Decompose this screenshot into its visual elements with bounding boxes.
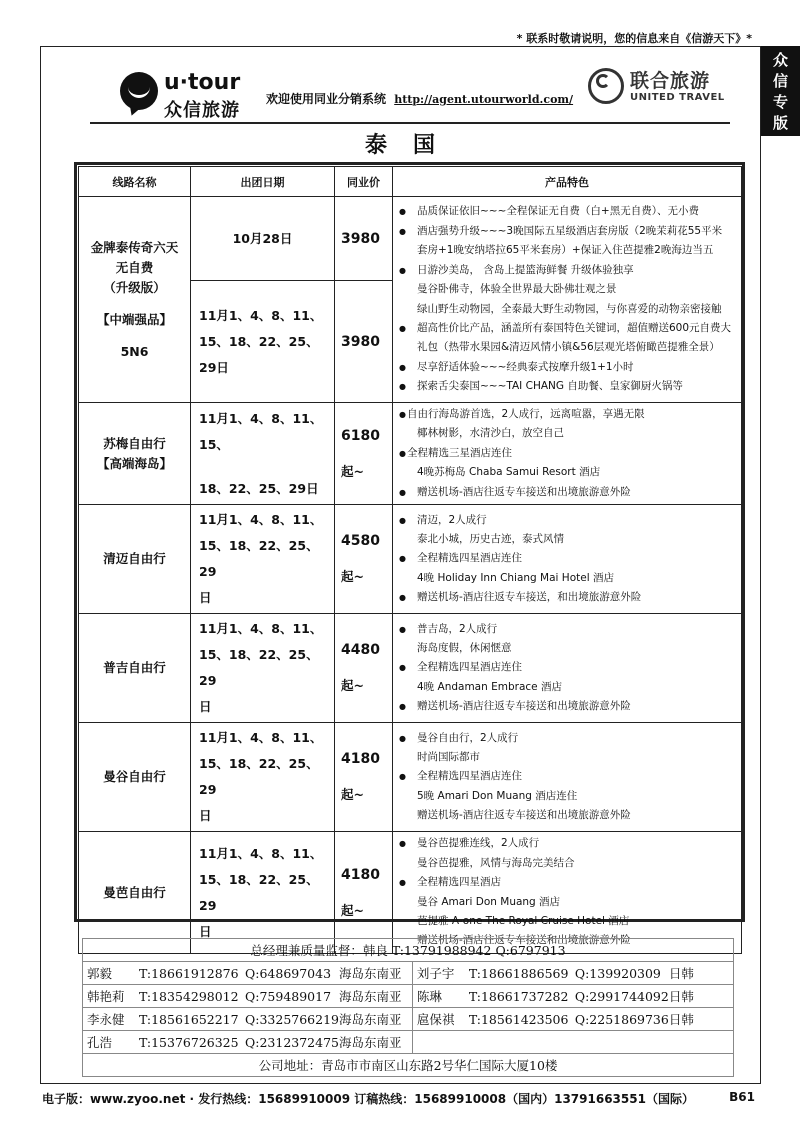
feature-line: 海岛度假，休闲惬意 [417, 641, 512, 654]
price-suffix: 起~ [341, 569, 364, 585]
departure-date-line: 日 [199, 923, 212, 939]
table-row [79, 614, 742, 723]
contact-row [83, 962, 734, 985]
feature-line: 时尚国际都市 [417, 750, 480, 763]
contact-name: 孔浩 [87, 1035, 113, 1050]
table-row [79, 197, 742, 281]
contact-phone: T:18661886569 [468, 966, 569, 981]
contact-row [83, 985, 734, 1008]
route-name-line: （升级版） [103, 279, 166, 295]
feature-line: 椰林树影，水清沙白，放空自己 [417, 427, 564, 440]
feature-line: ● 全程精选四星酒店连住 [399, 549, 737, 568]
contact-name: 扈保祺 [416, 1012, 455, 1027]
price-suffix: 起~ [341, 902, 364, 918]
contact-region: 日韩 [668, 966, 694, 981]
feature-line: 5晚 Amari Don Muang 酒店连住 [417, 789, 578, 802]
price-value: 4180 [341, 866, 380, 883]
price-suffix: 起~ [341, 678, 364, 694]
route-table [78, 166, 742, 954]
contact-qq: Q:2312372475 [245, 1035, 339, 1050]
departure-date-line: 11月1、4、8、11、 [199, 845, 323, 861]
departure-date-line: 15、18、22、25、29 [199, 538, 319, 580]
price-value: 6180 [341, 427, 380, 444]
departure-date-line: 18、22、25、29日 [199, 480, 319, 496]
feature-line: 绿山野生动物园，全泰最大野生动物园，与你喜爱的动物亲密接触 [417, 302, 722, 315]
contact-phone: T:15376726325 [139, 1035, 239, 1050]
contact-phone: T:18561652217 [139, 1012, 239, 1027]
features-cell [393, 505, 742, 614]
feature-line: ● 普吉岛，2人成行 [399, 620, 737, 639]
table-row [79, 505, 742, 614]
route-name-line: 普吉自由行 [103, 660, 166, 676]
route-name-line: 【高端海岛】 [96, 455, 172, 471]
supervisor-line: 总经理兼质量监督：韩良 T:13791988942 Q:6797913 [83, 939, 734, 962]
route-name-line: 金牌泰传奇六天 [90, 239, 179, 255]
features-cell [393, 614, 742, 723]
feature-line: ● 日游沙美岛， 含岛上提篮海鲜餐 升级体验独享 [399, 261, 737, 280]
utour-name-en: u·tour [164, 70, 241, 95]
contact-region: 海岛东南亚 [339, 1035, 402, 1050]
contact-cell [412, 1031, 733, 1054]
table-header-row [79, 167, 742, 197]
feature-line: 曼谷卧佛寺，体验全世界最大卧佛壮观之景 [417, 283, 617, 296]
feature-line: 赠送机场-酒店往返专车接送和出境旅游意外险 [417, 934, 631, 947]
feature-line: ● 全程精选四星酒店 [399, 873, 737, 892]
route-name-line [83, 330, 186, 342]
departure-date-cell [191, 403, 335, 505]
feature-line: ● 尽享舒适体验~~~经典泰式按摩升级1+1小时 [399, 358, 737, 377]
contact-name: 刘子宇 [416, 966, 455, 981]
contact-cell [83, 985, 413, 1008]
departure-date-line: 日 [199, 699, 212, 715]
departure-date-cell [191, 614, 335, 723]
side-tab-char: 众 [772, 51, 788, 69]
header [90, 66, 730, 124]
departure-date-line: 11月1、4、8、11、15、 [199, 410, 323, 452]
contact-phone: T:18661912876 [139, 966, 239, 981]
contact-phone: T:18561423506 [468, 1012, 569, 1027]
feature-line: ● 探索舌尖泰国~~~TAI CHANG 自助餐、皇家御厨火锅等 [399, 377, 737, 396]
side-tab-char: 专 [772, 93, 788, 111]
feature-line: 泰北小城，历史古迹，泰式风情 [417, 532, 564, 545]
departure-date-line: 日 [199, 808, 212, 824]
united-travel-logo [588, 66, 728, 116]
feature-line: ● 酒店强势升级~~~3晚国际五星级酒店套房版（2晚茉莉花55平米 [399, 222, 737, 241]
feature-line: 曼谷 Amari Don Muang 酒店 [417, 895, 561, 908]
route-name-line: 曼谷自由行 [103, 769, 166, 785]
united-swirl-icon [596, 74, 610, 88]
header-features: 产品特色 [393, 167, 742, 197]
price-cell [335, 723, 393, 832]
route-name-line: 5N6 [120, 343, 149, 359]
feature-line: 芭提雅 A-one The Royal Cruise Hotel 酒店 [417, 914, 630, 927]
feature-line: ● 曼谷芭提雅连线，2人成行 [399, 834, 737, 853]
header-price: 同业价 [335, 167, 393, 197]
contact-cell [83, 1031, 413, 1054]
features-cell [393, 723, 742, 832]
route-name-line [83, 298, 186, 310]
united-name-cn: 联合旅游 [630, 70, 711, 92]
departure-date-cell: 10月28日 [191, 197, 335, 281]
feature-line: ● 全程精选三星酒店连住 [399, 444, 737, 463]
feature-line: 赠送机场-酒店往返专车接送和出境旅游意外险 [417, 809, 631, 822]
departure-date-cell [191, 723, 335, 832]
feature-line: ● 赠送机场-酒店往返专车接送和出境旅游意外险 [399, 697, 737, 716]
contact-cell [412, 985, 733, 1008]
price-cell: 3980 [335, 281, 393, 403]
contact-name: 郭毅 [87, 966, 113, 981]
feature-line: ● 曼谷自由行，2人成行 [399, 729, 737, 748]
contact-cell [412, 1008, 733, 1031]
contact-phone: T:18661737282 [468, 989, 569, 1004]
departure-date-line: 11月1、4、8、11、 [199, 621, 323, 637]
feature-line: ● 自由行海岛游首选，2人成行，远离喧嚣，享遇无限 [399, 405, 737, 424]
price-value: 4480 [341, 642, 380, 659]
page-title: 泰国 [364, 133, 461, 158]
feature-line: 套房+1晚安纳塔拉65平米套房）+保证入住芭提雅2晚海边当五 [417, 244, 714, 257]
departure-date-line: 11月1、4、8、11、 [199, 512, 323, 528]
footer-info: 电子版：www.zyoo.net · 发行热线：15689910009 订稿热线：15689910008（国内）13791663551（国际） [42, 1092, 694, 1106]
utour-logo [120, 72, 270, 122]
features-cell [393, 832, 742, 954]
contact-region: 海岛东南亚 [339, 1012, 402, 1027]
contact-cell [412, 962, 733, 985]
price-cell: 3980 [335, 197, 393, 281]
route-name-line: 无自费 [115, 259, 154, 275]
feature-line: 4晚苏梅岛 Chaba Samui Resort 酒店 [417, 466, 601, 479]
price-cell [335, 403, 393, 505]
route-name-line: 苏梅自由行 [103, 435, 166, 451]
united-name-en: UNITED TRAVEL [630, 92, 725, 103]
contact-cell [83, 962, 413, 985]
header-route-name: 线路名称 [79, 167, 191, 197]
footer [40, 1086, 761, 1112]
page-number: B61 [729, 1090, 755, 1104]
contact-region: 海岛东南亚 [339, 966, 402, 981]
top-note: * 联系时敬请说明，您的信息来自《信游天下》* [516, 32, 752, 45]
contact-qq: Q:759489017 [245, 989, 332, 1004]
table-row [79, 832, 742, 954]
feature-line: ● 全程精选四星酒店连住 [399, 767, 737, 786]
contact-qq: Q:2251869736 [574, 1012, 669, 1027]
table-row [79, 723, 742, 832]
route-name-line: 曼芭自由行 [103, 884, 166, 900]
contact-region: 日韩 [668, 1012, 694, 1027]
route-name-cell [79, 505, 191, 614]
side-tab-char: 信 [772, 72, 788, 90]
feature-line: ● 品质保证依旧~~~全程保证无自费（白+黑无自费）、无小费 [399, 202, 737, 221]
departure-date-line: 11月1、4、8、11、 [199, 730, 323, 746]
contact-row [83, 1031, 734, 1054]
price-suffix: 起~ [341, 787, 364, 803]
route-name-cell [79, 723, 191, 832]
contact-row [83, 1008, 734, 1031]
side-tab-char: 版 [772, 114, 788, 132]
departure-date-cell [191, 832, 335, 954]
departure-date-cell [191, 505, 335, 614]
welcome-text: 欢迎使用同业分销系统 [266, 92, 387, 106]
departure-date-line: 15、18、22、25、29 [199, 647, 319, 689]
route-name-cell [79, 614, 191, 723]
feature-line: ● 超高性价比产品，涵盖所有泰国特色关键词，超值赠送600元自费大 [399, 319, 737, 338]
table-row [79, 403, 742, 505]
contact-phone: T:18354298012 [139, 989, 239, 1004]
feature-line: ● 赠送机场-酒店往返专车接送和出境旅游意外险 [399, 483, 737, 502]
departure-date-cell: 11月1、4、8、11、15、18、22、25、29日 [191, 281, 335, 403]
side-tab [761, 46, 800, 136]
feature-line: ● 全程精选四星酒店连住 [399, 658, 737, 677]
agent-link[interactable]: http://agent.utourworld.com/ [394, 93, 574, 106]
contact-qq: Q:648697043 [245, 966, 332, 981]
price-value: 4180 [341, 751, 380, 768]
feature-line: 4晚 Holiday Inn Chiang Mai Hotel 酒店 [417, 571, 614, 584]
price-cell [335, 832, 393, 954]
price-cell [335, 614, 393, 723]
price-suffix: 起~ [341, 463, 364, 479]
route-name-cell [79, 403, 191, 505]
features-cell [393, 197, 742, 403]
price-value: 4580 [341, 533, 380, 550]
route-name-cell [79, 832, 191, 954]
contact-name: 陈琳 [416, 989, 442, 1004]
feature-line: 曼谷芭提雅，风情与海岛完美结合 [417, 856, 575, 869]
contact-region: 日韩 [668, 989, 694, 1004]
contact-qq: Q:3325766219 [245, 1012, 339, 1027]
contact-name: 韩艳莉 [87, 989, 125, 1004]
price-cell [335, 505, 393, 614]
contacts-table [82, 938, 734, 1077]
features-cell [393, 403, 742, 505]
route-name-line: 清迈自由行 [103, 551, 166, 567]
feature-line: 礼包（热带水果园&清迈风情小镇&56层观光塔俯瞰芭提雅全景） [417, 341, 720, 354]
departure-date-line: 15、18、22、25、29 [199, 871, 319, 913]
feature-line: ● 赠送机场-酒店往返专车接送，和出境旅游意外险 [399, 588, 737, 607]
departure-date-line: 15、18、22、25、29 [199, 756, 319, 798]
contact-qq: Q:2991744092 [574, 989, 669, 1004]
feature-line: 4晚 Andaman Embrace 酒店 [417, 680, 562, 693]
welcome-line [266, 90, 573, 107]
contact-cell [83, 1008, 413, 1031]
route-name-cell [79, 197, 191, 403]
utour-name-cn: 众信旅游 [164, 100, 240, 121]
company-address: 公司地址：青岛市市南区山东路2号华仁国际大厦10楼 [83, 1054, 734, 1077]
departure-date-line: 日 [199, 590, 212, 606]
header-departure-date: 出团日期 [191, 167, 335, 197]
feature-line: ● 清迈，2人成行 [399, 511, 737, 530]
contact-qq: Q:139920309 [574, 966, 661, 981]
contact-region: 海岛东南亚 [339, 989, 402, 1004]
route-name-line: 【中端强品】 [96, 311, 172, 327]
contact-name: 李永健 [87, 1012, 125, 1027]
